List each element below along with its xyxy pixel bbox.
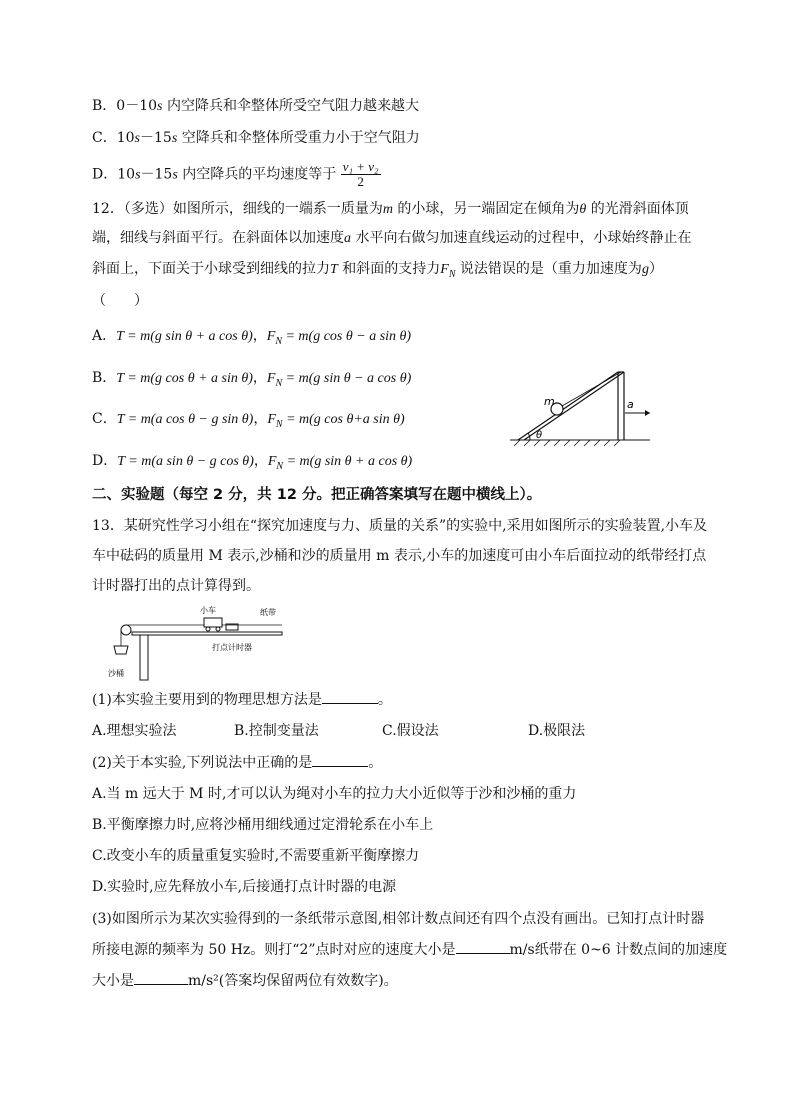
q11-option-c: C．10s－15s 空降兵和伞整体所受重力小于空气阻力 bbox=[92, 130, 420, 146]
q12-option-c: C．T = m(a cos θ − g sin θ)，$F_N = m(g$ cos θ+a sin θ) bbox=[92, 411, 405, 430]
track bbox=[132, 632, 282, 635]
q12-option-b: B．T = m(g cos θ + a sin θ)，$F_N = m(g$ sin θ − a cos θ) bbox=[92, 370, 412, 389]
arrow-head bbox=[645, 410, 650, 416]
pulley bbox=[121, 625, 131, 635]
q13-part2-option-b: B.平衡摩擦力时,应将沙桶用细线通过定滑轮系在小车上 bbox=[92, 817, 434, 833]
option-c: C.假设法 bbox=[382, 723, 439, 739]
option-d: D.极限法 bbox=[528, 723, 586, 739]
q13-stem-line3: 计时器打出的点计算得到。 bbox=[92, 578, 260, 594]
q13-part3-line1: (3)如图所示为某次实验得到的一条纸带示意图,相邻计数点间还有四个点没有画出。已知打点计时器 bbox=[92, 911, 705, 927]
answer-blank[interactable] bbox=[134, 984, 188, 985]
section-heading: 二、实验题（每空 2 分，共 12 分。把正确答案填写在题中横线上）。 bbox=[92, 487, 542, 503]
q13-stem-line2: 车中砝码的质量用 M 表示,沙桶和沙的质量用 m 表示,小车的加速度可由小车后面拉动的纸带经打点 bbox=[92, 548, 707, 564]
q12-stem-line2: 端，细线与斜面平行。在斜面体以加速度a 水平向右做匀加速直线运动的过程中，小球始终静止在 bbox=[92, 230, 692, 246]
apparatus-figure bbox=[104, 604, 284, 682]
bucket-label: 沙桶 bbox=[108, 669, 124, 678]
q13-part2-option-a: A.当 m 远大于 M 时,才可以认为绳对小车的拉力大小近似等于沙和沙桶的重力 bbox=[92, 786, 577, 802]
q12-stem-line1: 12．（多选）如图所示，细线的一端系一质量为m 的小球，另一端固定在倾角为θ 的光滑斜面体顶 bbox=[92, 201, 689, 217]
q12-stem-line3: 斜面上，下面关于小球受到细线的拉力T 和斜面的支持力$F_N$ 说法错误的是（重力加速度为g） bbox=[92, 261, 663, 280]
answer-blank[interactable] bbox=[456, 953, 510, 954]
q13-part3-line3: 大小是 m/s²(答案均保留两位有效数字)。 bbox=[92, 973, 398, 989]
q13-part1: (1)本实验主要用到的物理思想方法是 。 bbox=[92, 692, 392, 708]
average-velocity-fraction: $\frac{\text{v₁ + v₂}}{2}$ bbox=[342, 159, 379, 189]
q13-part1-options bbox=[92, 721, 692, 741]
q11-option-d: D．10s－15s 内空降兵的平均速度等于 $\frac{\text{v₁ + v₂}}{2}$ bbox=[92, 159, 379, 189]
incline-block bbox=[518, 372, 624, 440]
tape-label: 纸带 bbox=[260, 608, 276, 617]
q12-option-a: A．T = m(g sin θ + a cos θ)，$F_N = m(g$ cos θ − a sin θ) bbox=[92, 328, 412, 347]
timer-label: 打点计时器 bbox=[212, 643, 252, 652]
ground-hatch bbox=[510, 440, 650, 446]
answer-blank[interactable] bbox=[322, 703, 378, 704]
string-line bbox=[562, 372, 621, 406]
sand-bucket bbox=[114, 646, 128, 654]
table-leg bbox=[140, 635, 148, 680]
q13-part3-line2: 所接电源的频率为 50 Hz。则打“2”点时对应的速度大小是 m/s纸带在 0~6 计数点间的加速度 bbox=[92, 942, 728, 958]
acceleration-label: a bbox=[627, 398, 634, 411]
incline-figure bbox=[500, 350, 660, 450]
option-a: A.理想实验法 bbox=[92, 723, 177, 739]
q13-part2: (2)关于本实验,下列说法中正确的是 。 bbox=[92, 755, 383, 771]
theta-label: θ bbox=[536, 430, 543, 441]
q12-answer-paren: （ ） bbox=[92, 293, 148, 309]
q13-part2-option-d: D.实验时,应先释放小车,后接通打点计时器的电源 bbox=[92, 879, 397, 895]
q13-part2-option-c: C.改变小车的质量重复实验时,不需要重新平衡摩擦力 bbox=[92, 848, 420, 864]
answer-blank[interactable] bbox=[312, 766, 368, 767]
q13-stem-line1: 13．某研究性学习小组在“探究加速度与力、质量的关系”的实验中,采用如图所示的实验装置,小车及 bbox=[92, 518, 708, 534]
q11-option-b: B．0－10s 内空降兵和伞整体所受空气阻力越来越大 bbox=[92, 98, 419, 114]
cart bbox=[204, 618, 222, 627]
ball-label: m bbox=[544, 395, 555, 408]
cart-label: 小车 bbox=[200, 606, 216, 615]
q12-option-d: D．T = m(a sin θ − g cos θ)，$F_N = m(g$ sin θ + a cos θ) bbox=[92, 453, 413, 472]
option-b: B.控制变量法 bbox=[234, 723, 319, 739]
